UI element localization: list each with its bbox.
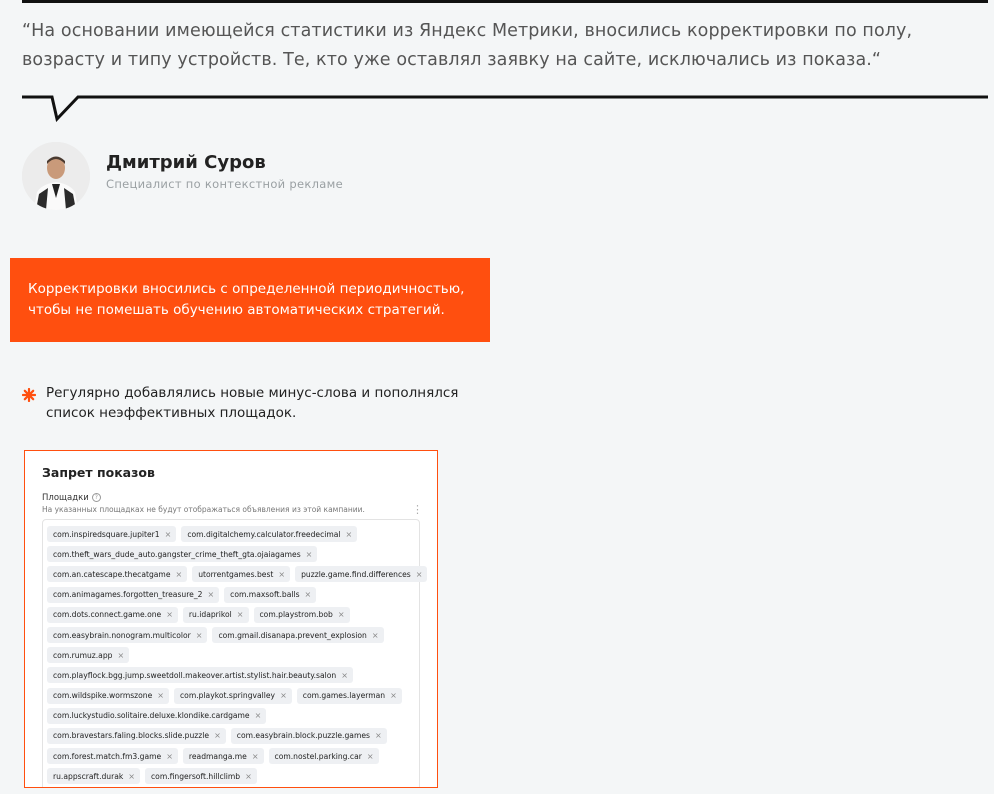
- remove-tag-icon[interactable]: ×: [236, 610, 244, 620]
- remove-tag-icon[interactable]: ×: [278, 569, 286, 579]
- placement-tag: [47, 526, 176, 542]
- remove-tag-icon[interactable]: ×: [207, 590, 215, 600]
- placement-tag-label: com.dots.connect.game.one: [53, 610, 162, 620]
- placement-tag-label: com.inspiredsquare.jupiter1: [53, 529, 160, 539]
- placement-tag-label: com.playkot.springvalley: [180, 691, 276, 701]
- placements-label: [42, 493, 101, 503]
- placement-tag: [269, 748, 379, 764]
- tag-row: [47, 605, 419, 625]
- placement-tag-label: com.easybrain.nonogram.multicolor: [53, 630, 191, 640]
- more-vertical-icon[interactable]: ⋮: [412, 503, 423, 516]
- author-role: Специалист по контекстной рекламе: [106, 177, 343, 191]
- remove-tag-icon[interactable]: ×: [374, 731, 382, 741]
- placement-tag: [183, 607, 249, 623]
- placement-tag: [183, 748, 264, 764]
- placements-label-text: Площадки: [42, 493, 89, 503]
- remove-tag-icon[interactable]: ×: [415, 569, 423, 579]
- remove-tag-icon[interactable]: ×: [166, 751, 173, 761]
- placement-tag: [47, 768, 140, 784]
- placement-tag-label: readmanga.me: [188, 751, 247, 761]
- remove-tag-icon[interactable]: ×: [117, 650, 125, 660]
- placement-tag-label: com.an.catescape.thecatgame: [53, 569, 171, 579]
- placement-tag-label: com.luckystudio.solitaire.deluxe.klondike.cardgame: [53, 711, 250, 721]
- remove-tag-icon[interactable]: ×: [337, 610, 345, 620]
- placement-tag-label: com.wildspike.wormszone: [53, 691, 153, 701]
- placement-tag-label: com.easybrain.block.puzzle.games: [236, 731, 370, 741]
- author-avatar: [22, 142, 90, 210]
- placement-tag: [145, 768, 257, 784]
- speech-bubble-divider: [22, 92, 990, 122]
- placement-tag: [224, 587, 316, 603]
- placement-tag-label: com.forest.match.fm3.game: [53, 751, 162, 761]
- placement-tag-label: com.animagames.forgotten_treasure_2: [53, 590, 203, 600]
- placement-tag-label: com.games.layerman: [302, 691, 386, 701]
- tag-row: [47, 564, 423, 584]
- orange-callout: [10, 258, 490, 342]
- tag-row: [47, 746, 419, 766]
- remove-tag-icon[interactable]: ×: [175, 569, 183, 579]
- placement-tag-label: com.gmail.disanapa.prevent_explosion: [218, 630, 367, 640]
- remove-tag-icon[interactable]: ×: [166, 610, 173, 620]
- remove-tag-icon[interactable]: ×: [251, 751, 259, 761]
- star-bullet-icon: [22, 388, 36, 402]
- tag-row: [47, 625, 419, 645]
- placement-tag-label: com.theft_wars_dude_auto.gangster_crime_theft_gta.ojaiagames: [53, 549, 301, 559]
- placement-tag: [174, 688, 292, 704]
- panel-title: Запрет показов: [42, 465, 155, 480]
- tag-row: [47, 524, 419, 544]
- placement-tag-label: com.rumuz.app: [53, 650, 113, 660]
- tag-row: [47, 766, 419, 786]
- placement-tag: [254, 607, 350, 623]
- remove-tag-icon[interactable]: ×: [254, 711, 262, 721]
- ban-placements-screenshot: [24, 450, 438, 788]
- placement-tag: [47, 748, 178, 764]
- remove-tag-icon[interactable]: ×: [195, 630, 203, 640]
- placement-tag: [47, 546, 317, 562]
- placement-tag-label: utorrentgames.best: [198, 569, 274, 579]
- placement-tag-label: ru.appscraft.durak: [53, 771, 124, 781]
- remove-tag-icon[interactable]: ×: [157, 691, 164, 701]
- placement-tag: [47, 566, 187, 582]
- remove-tag-icon[interactable]: ×: [341, 670, 348, 680]
- placement-tag: [47, 647, 129, 663]
- placement-tag-label: com.nostel.parking.car: [274, 751, 362, 761]
- placement-tag-label: com.maxsoft.balls: [230, 590, 300, 600]
- placement-tag-label: com.playstrom.bob: [259, 610, 333, 620]
- placement-tag: [231, 728, 387, 744]
- placement-tag: [47, 728, 226, 744]
- placement-tag-label: puzzle.game.find.differences: [301, 569, 411, 579]
- top-divider: [22, 0, 988, 3]
- placement-tag: [47, 587, 219, 603]
- placement-tag: [47, 607, 178, 623]
- placement-tag: [295, 566, 427, 582]
- person-icon: [22, 142, 90, 210]
- testimonial-quote: “На основании имеющейся статистики из Яндекс Метрики, вносились корректировки по полу, возрасту и типу устройств. Те, кто уже оставлял заявку на сайте, исключались из показа.“: [22, 21, 913, 70]
- placement-tag-label: com.digitalchemy.calculator.freedecimal: [187, 529, 341, 539]
- placement-tag-label: com.bravestars.faling.blocks.slide.puzzle: [53, 731, 210, 741]
- remove-tag-icon[interactable]: ×: [390, 691, 397, 701]
- placement-tag: [212, 627, 383, 643]
- tag-row: [47, 686, 419, 706]
- placements-tag-list[interactable]: [42, 519, 423, 788]
- placement-tag: [47, 688, 169, 704]
- tag-row: [47, 544, 419, 564]
- placement-tag: [181, 526, 357, 542]
- tag-row: [47, 645, 419, 665]
- remove-tag-icon[interactable]: ×: [245, 771, 252, 781]
- remove-tag-icon[interactable]: ×: [305, 549, 313, 559]
- placement-tag-label: com.playflock.bgg.jump.sweetdoll.makeover.artist.stylist.hair.beauty.salon: [53, 670, 337, 680]
- tag-row: [47, 726, 419, 746]
- placement-tag: [192, 566, 290, 582]
- remove-tag-icon[interactable]: ×: [214, 731, 221, 741]
- placement-tag: [297, 688, 402, 704]
- remove-tag-icon[interactable]: ×: [128, 771, 135, 781]
- remove-tag-icon[interactable]: ×: [304, 590, 312, 600]
- placement-tag: [47, 667, 353, 683]
- placement-tag: [47, 708, 266, 724]
- placements-note: На указанных площадках не будут отображаться объявления из этой кампании.: [42, 505, 365, 514]
- remove-tag-icon[interactable]: ×: [280, 691, 287, 701]
- callout-text: Корректировки вносились с определенной периодичностью, чтобы не помешать обучению автоматических стратегий.: [28, 281, 465, 318]
- placement-tag: [47, 627, 207, 643]
- author-name: Дмитрий Суров: [106, 152, 266, 173]
- tag-row: [47, 585, 419, 605]
- help-icon[interactable]: ?: [92, 493, 101, 502]
- placement-tag-label: ru.idaprikol: [188, 610, 232, 620]
- tag-row: [47, 665, 419, 685]
- tag-row: [47, 706, 419, 726]
- remove-tag-icon[interactable]: ×: [371, 630, 379, 640]
- remove-tag-icon[interactable]: ×: [366, 751, 374, 761]
- placement-tag-label: com.fingersoft.hillclimb: [151, 771, 241, 781]
- remove-tag-icon[interactable]: ×: [345, 529, 353, 539]
- remove-tag-icon[interactable]: ×: [164, 529, 172, 539]
- bullet-text: Регулярно добавлялись новые минус-слова и пополнялся список неэффективных площадок.: [46, 385, 459, 421]
